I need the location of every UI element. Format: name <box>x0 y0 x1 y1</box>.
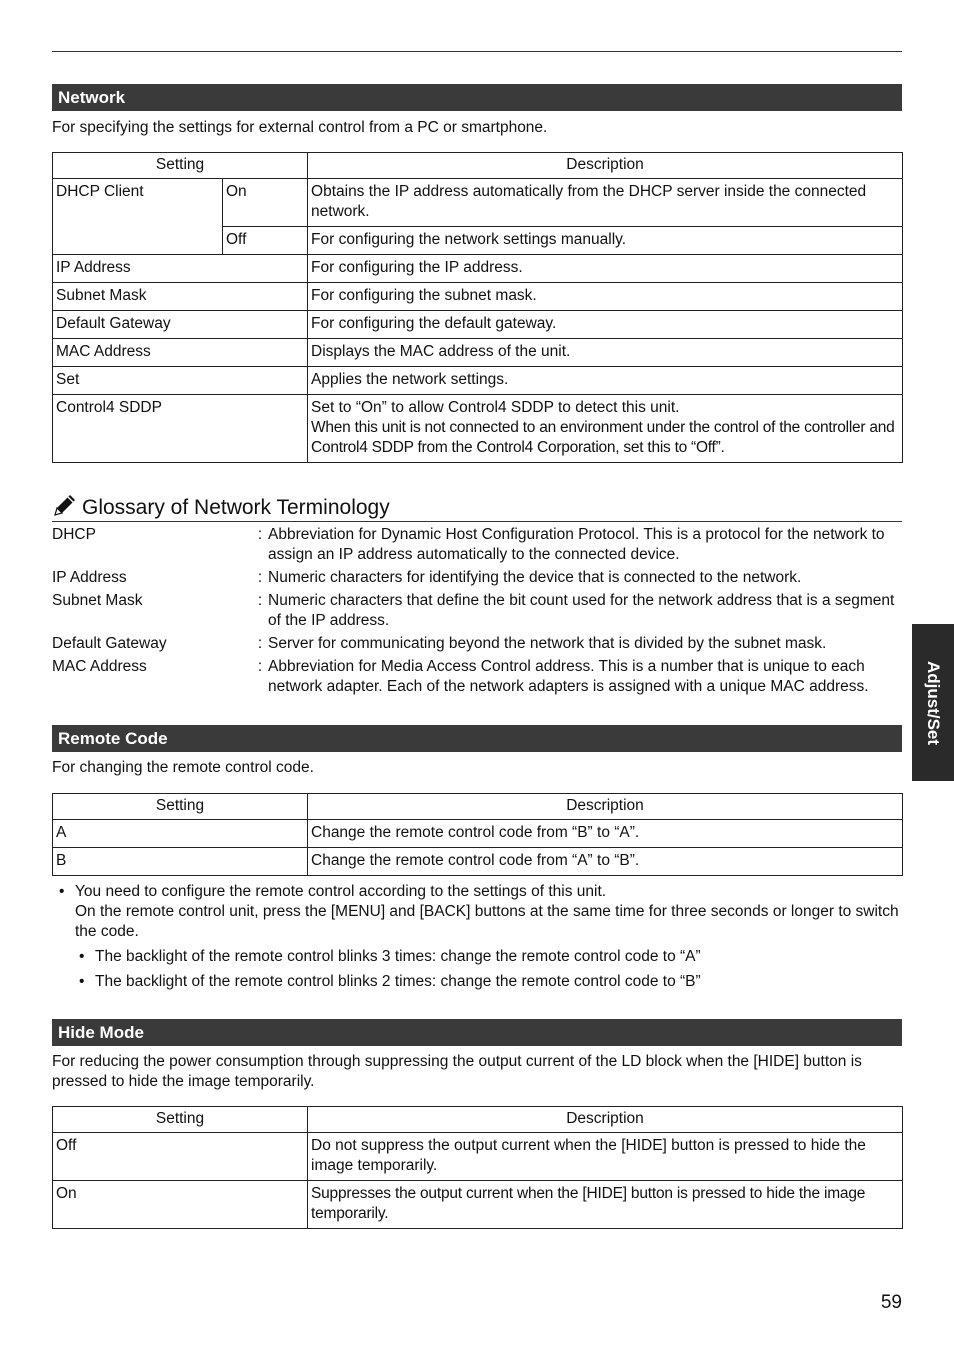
side-tab-label: Adjust/Set <box>924 660 943 745</box>
subnote-text: The backlight of the remote control blinks 3 times: change the remote control code to “A” <box>95 948 701 965</box>
header-setting: Setting <box>53 1107 308 1133</box>
pencil-icon <box>52 492 78 518</box>
table-row <box>53 848 903 876</box>
glossary-title-bar <box>52 492 902 522</box>
glossary-definition: Numeric characters for identifying the device that is connected to the network. <box>268 569 802 586</box>
glossary-colon: : <box>257 526 263 543</box>
description-cell: Do not suppress the output current when the [HIDE] button is pressed to hide the image temporarily. <box>308 1133 903 1181</box>
setting-dhcp-on: On <box>223 179 308 227</box>
description-cell: Suppresses the output current when the [HIDE] button is pressed to hide the image temporarily. <box>308 1181 903 1229</box>
table-row <box>53 1181 903 1229</box>
table-row <box>53 311 903 339</box>
description-line: Set to “On” to allow Control4 SDDP to detect this unit. <box>311 399 680 416</box>
table-row <box>53 255 903 283</box>
bullet: • <box>79 973 85 990</box>
setting-cell: MAC Address <box>53 339 308 367</box>
table-header-row <box>53 153 903 179</box>
setting-cell: Off <box>53 1133 308 1181</box>
remote-code-heading: Remote Code <box>52 725 902 752</box>
glossary-term: DHCP <box>52 526 96 543</box>
description-dhcp-on: Obtains the IP address automatically from the DHCP server inside the connected network. <box>308 179 903 227</box>
table-row <box>53 283 903 311</box>
glossary-list <box>52 525 902 700</box>
setting-cell: IP Address <box>53 255 308 283</box>
list-item <box>52 591 902 631</box>
glossary-term: Subnet Mask <box>52 592 143 609</box>
glossary-title: Glossary of Network Terminology <box>82 496 390 519</box>
header-description: Description <box>308 153 903 179</box>
remote-code-notes <box>52 882 902 992</box>
page-number: 59 <box>880 1292 902 1313</box>
table-row <box>53 1133 903 1181</box>
description-cell: Applies the network settings. <box>308 367 903 395</box>
subnote-item <box>52 947 902 967</box>
network-heading: Network <box>52 84 902 111</box>
header-setting: Setting <box>53 794 308 820</box>
description-dhcp-off: For configuring the network settings manually. <box>308 227 903 255</box>
glossary-colon: : <box>257 635 263 652</box>
setting-cell: On <box>53 1181 308 1229</box>
glossary-term: Default Gateway <box>52 635 167 652</box>
glossary-colon: : <box>257 592 263 609</box>
table-row <box>53 339 903 367</box>
network-intro: For specifying the settings for external control from a PC or smartphone. <box>52 119 548 136</box>
glossary-definition: Abbreviation for Media Access Control address. This is a number that is unique to each network adapter. Each of the network adapters is assigned with a unique MAC address. <box>268 658 869 695</box>
setting-control4-sddp: Control4 SDDP <box>53 395 308 463</box>
note-item <box>52 882 902 942</box>
remote-code-intro: For changing the remote control code. <box>52 759 314 776</box>
description-cell: Displays the MAC address of the unit. <box>308 339 903 367</box>
list-item <box>52 634 902 654</box>
table-row <box>53 179 903 227</box>
glossary-definition: Server for communicating beyond the network that is divided by the subnet mask. <box>268 635 827 652</box>
glossary-definition: Abbreviation for Dynamic Host Configuration Protocol. This is a protocol for the network to assign an IP address automatically to the connected device. <box>268 526 885 563</box>
side-tab-adjust-set <box>912 624 954 781</box>
setting-cell: Subnet Mask <box>53 283 308 311</box>
description-cell: Change the remote control code from “A” to “B”. <box>308 848 903 876</box>
bullet: • <box>59 883 65 900</box>
bullet: • <box>79 948 85 965</box>
table-row <box>53 395 903 463</box>
header-description: Description <box>308 794 903 820</box>
hide-mode-table <box>52 1106 903 1229</box>
table-row <box>53 367 903 395</box>
setting-cell: A <box>53 820 308 848</box>
subnote-text: The backlight of the remote control blinks 2 times: change the remote control code to “B” <box>95 973 701 990</box>
description-cell: Change the remote control code from “B” to “A”. <box>308 820 903 848</box>
remote-code-table <box>52 793 903 876</box>
description-cell: For configuring the default gateway. <box>308 311 903 339</box>
top-rule <box>52 51 902 52</box>
glossary-term: MAC Address <box>52 658 147 675</box>
glossary-colon: : <box>257 569 263 586</box>
network-table <box>52 152 903 463</box>
list-item <box>52 657 902 697</box>
subnote-item <box>52 972 902 992</box>
glossary-definition: Numeric characters that define the bit count used for the network address that is a segment of the IP address. <box>268 592 895 629</box>
hide-mode-heading: Hide Mode <box>52 1019 902 1046</box>
note-line: On the remote control unit, press the [MENU] and [BACK] buttons at the same time for three seconds or longer to switch the code. <box>75 903 899 940</box>
table-header-row <box>53 1107 903 1133</box>
setting-cell: Default Gateway <box>53 311 308 339</box>
list-item <box>52 568 902 588</box>
setting-dhcp-off: Off <box>223 227 308 255</box>
description-line: When this unit is not connected to an environment under the control of the controller and Control4 SDDP from the Control4 Corporation, set this to “Off”. <box>311 419 895 456</box>
glossary-term: IP Address <box>52 569 127 586</box>
list-item <box>52 525 902 565</box>
table-row <box>53 820 903 848</box>
note-line: You need to configure the remote control according to the settings of this unit. <box>75 883 607 900</box>
header-description: Description <box>308 1107 903 1133</box>
setting-dhcp-client: DHCP Client <box>53 179 223 255</box>
hide-mode-intro: For reducing the power consumption through suppressing the output current of the LD block when the [HIDE] button is pressed to hide the image temporarily. <box>52 1053 862 1090</box>
table-header-row <box>53 794 903 820</box>
setting-cell: B <box>53 848 308 876</box>
setting-cell: Set <box>53 367 308 395</box>
glossary-colon: : <box>257 658 263 675</box>
description-control4-sddp <box>308 395 903 463</box>
description-cell: For configuring the IP address. <box>308 255 903 283</box>
header-setting: Setting <box>53 153 308 179</box>
description-cell: For configuring the subnet mask. <box>308 283 903 311</box>
